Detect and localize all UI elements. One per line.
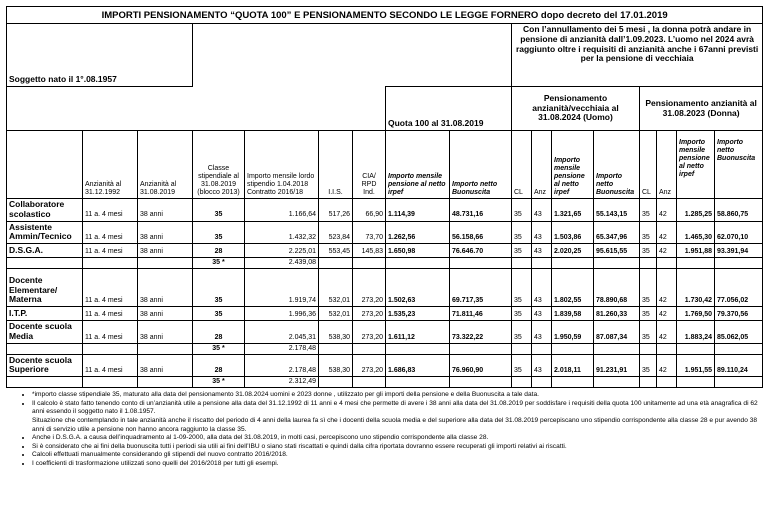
cell-cl_d: 35 [640,199,657,222]
cell-iis: 517,26 [319,199,353,222]
cell-pens_u: 1.950,59 [552,321,594,344]
quota100-header: Quota 100 al 31.08.2019 [386,87,512,131]
cell-cia: 273,20 [353,307,386,321]
cell-anz1992: 11 a. 4 mesi [83,221,138,244]
cell-anz1992: 11 a. 4 mesi [83,199,138,222]
cell-buon_u: 65.347,96 [594,221,640,244]
cell-cl: 35 [512,269,532,307]
cell-pens: 1.262,56 [386,221,450,244]
cell-buon: 69.717,35 [450,269,512,307]
col-classe: Classe stipendiale al 31.08.2019 (blocco 2013) [193,131,245,199]
cell-anz1992: 11 a. 4 mesi [83,321,138,344]
cell-cia: 145,83 [353,244,386,258]
cell-anz_d: 42 [657,354,677,377]
cell-anz_d: 42 [657,307,677,321]
row-label: Assistente Ammin/Tecnico [7,221,83,244]
cell-anz_d: 42 [657,269,677,307]
notes [6,391,762,468]
cell-anz_d: 42 [657,221,677,244]
table-row [7,307,763,321]
cell-anz: 43 [532,244,552,258]
row-label: Collaboratore scolastico [7,199,83,222]
note-6: • I coefficienti di trasformazione utilizzati sono quelli del 2016/2018 per tutti gli esempi. [32,460,762,469]
cell-iis: 532,01 [319,269,353,307]
cell-pens_d: 1.465,30 [677,221,715,244]
cell-cia: 273,20 [353,321,386,344]
cell-buon_u: 55.143,15 [594,199,640,222]
cell-classe-extra: 35 * [193,258,245,269]
cell-cl_d: 35 [640,221,657,244]
cell-lordo: 1.166,64 [245,199,319,222]
cell-buon_d: 79.370,56 [715,307,763,321]
pension-table [6,6,763,388]
cell-buon: 76.960,90 [450,354,512,377]
note-2: • Il calcolo è stato fatto tenendo conto di un’anzianità utile a pensione alla data del 31.12.1992 di 11 anni e 4 mesi che permette di avere i 38 anni alla data del 31.08.2019 per soddisfare i requisiti della quota 100 unitamente ad una età anagrafica di 62 anni essendo il soggetto nato il 1.08.1957. Situazione che contemplando in tale anzianità anche il riscatto del periodo di 4 anni della laurea fa sì che i docenti della scuola media e del superiore alla data del 31.08.2019 percepiscano uno stipendio corrispondente alla classe 28 e pur avendo 38 anni di servizio utile a pensione non hanno ancora raggiunto la classe 35. [32,400,762,434]
cell-cl: 35 [512,354,532,377]
cell-pens_d: 1.951,88 [677,244,715,258]
uomo-header: Pensionamento anzianità/vecchiaia al 31.08.2024 (Uomo) [512,87,640,131]
table-row [7,321,763,344]
cell-pens: 1.611,12 [386,321,450,344]
cell-anz: 43 [532,199,552,222]
cell-iis: 523,84 [319,221,353,244]
cell-cl_d: 35 [640,354,657,377]
cell-lordo: 2.225,01 [245,244,319,258]
row-label: Docente Elementare/ Materna [7,269,83,307]
row-label: D.S.G.A. [7,244,83,258]
subject-label: Soggetto nato il 1°.08.1957 [7,24,193,87]
cell-buon_u: 95.615,55 [594,244,640,258]
cell-classe: 35 [193,307,245,321]
col-buon-netto: Importo netto Buonuscita [450,131,512,199]
cell-pens_u: 1.802,55 [552,269,594,307]
col-cia: CIA/ RPD Ind. [353,131,386,199]
cell-anz: 43 [532,321,552,344]
table-row [7,199,763,222]
cell-lordo-extra: 2.178,48 [245,343,319,354]
cell-buon_d: 58.860,75 [715,199,763,222]
cell-cl: 35 [512,221,532,244]
col-iis: I.I.S. [319,131,353,199]
cell-iis: 538,30 [319,321,353,344]
cell-classe: 35 [193,269,245,307]
cell-classe: 35 [193,221,245,244]
donna-header: Pensionamento anzianità al 31.08.2023 (Donna) [640,87,763,131]
table-row [7,258,763,269]
note-3: • Anche i D.S.G.A. a causa dell’inquadramento al 1-09-2000, alla data del 31.08.2019, in molti casi, percepiscono uno stipendio corrispondente alla classe 28. [32,434,762,443]
cell-lordo-extra: 2.439,08 [245,258,319,269]
cell-cl: 35 [512,199,532,222]
cell-cia: 273,20 [353,354,386,377]
cell-pens_u: 2.020,25 [552,244,594,258]
cell-pens: 1.650,98 [386,244,450,258]
row-label: Docente scuola Superiore [7,354,83,377]
cell-classe: 28 [193,321,245,344]
table-row [7,269,763,307]
cell-pens_d: 1.769,50 [677,307,715,321]
col-buon-netto-donna: Importo netto Buonuscita [715,131,763,199]
cell-classe-extra: 35 * [193,343,245,354]
col-pens-netto: Importo mensile pensione al netto irpef [386,131,450,199]
cell-cia: 73,70 [353,221,386,244]
cell-pens_u: 2.018,11 [552,354,594,377]
cell-anz1992: 11 a. 4 mesi [83,244,138,258]
cell-lordo: 2.178,48 [245,354,319,377]
cell-buon_d: 77.056,02 [715,269,763,307]
cell-lordo: 1.432,32 [245,221,319,244]
cell-buon_u: 78.890,68 [594,269,640,307]
cell-lordo: 2.045,31 [245,321,319,344]
cell-iis: 538,30 [319,354,353,377]
cell-anz1992: 11 a. 4 mesi [83,307,138,321]
col-cl: CL [512,131,532,199]
cell-anz2019: 38 anni [138,269,193,307]
note-4: • Si è considerato che ai fini della buonuscita tutti i periodi sia utili ai fini dell’IBU o siano stati riscattati e quindi dalla cifra riportata dovranno essere recuperati gli importi relativi ai riscatti. [32,443,762,452]
cell-pens_u: 1.321,65 [552,199,594,222]
cell-buon_d: 62.070,10 [715,221,763,244]
cell-anz2019: 38 anni [138,244,193,258]
col-anz1992: Anzianità al 31.12.1992 [83,131,138,199]
table-row [7,354,763,377]
cell-pens: 1.686,83 [386,354,450,377]
note-right: Con l’annullamento dei 5 mesi , la donna potrà andare in pensione di anzianità dall’1.09.2023. L’uomo nel 2024 avrà raggiunto oltre i requisiti di anzianità anche i 67anni previsti per la pensione di vecchiaia [512,24,763,87]
col-pens-netto-donna: Importo mensile pensione al netto irpef [677,131,715,199]
col-anz-donna: Anz [657,131,677,199]
cell-buon_d: 93.391,94 [715,244,763,258]
cell-pens_d: 1.951,55 [677,354,715,377]
cell-buon_u: 87.087,34 [594,321,640,344]
cell-cl_d: 35 [640,269,657,307]
cell-iis: 553,45 [319,244,353,258]
cell-buon_d: 85.062,05 [715,321,763,344]
cell-lordo: 1.996,36 [245,307,319,321]
cell-classe: 28 [193,244,245,258]
cell-anz: 43 [532,269,552,307]
col-anz2019: Anzianità al 31.08.2019 [138,131,193,199]
col-lordo: Importo mensile lordo stipendio 1.04.2018 Contratto 2016/18 [245,131,319,199]
cell-buon: 56.158,66 [450,221,512,244]
cell-anz_d: 42 [657,199,677,222]
cell-buon: 73.322,22 [450,321,512,344]
cell-anz: 43 [532,307,552,321]
cell-anz2019: 38 anni [138,321,193,344]
note-1: • *importo classe stipendiale 35, maturato alla data del pensionamento 31.08.2024 uomini e 2023 donne , utilizzato per gli importi della pensione e della Buonuscita a tale data. [32,391,762,400]
col-pens-netto-uomo: Importo mensile pensione al netto irpef [552,131,594,199]
cell-pens_d: 1.883,24 [677,321,715,344]
row-label: Docente scuola Media [7,321,83,344]
cell-anz2019: 38 anni [138,221,193,244]
note-5: • Calcoli effettuati manualmente considerando gli stipendi del nuovo contratto 2016/2018. [32,451,762,460]
cell-anz2019: 38 anni [138,199,193,222]
cell-anz: 43 [532,221,552,244]
table-title: IMPORTI PENSIONAMENTO “QUOTA 100” E PENSIONAMENTO SECONDO LE LEGGE FORNERO dopo decreto del 17.01.2019 [7,7,763,24]
cell-pens_u: 1.503,86 [552,221,594,244]
cell-pens_d: 1.285,25 [677,199,715,222]
cell-lordo: 1.919,74 [245,269,319,307]
cell-anz2019: 38 anni [138,307,193,321]
cell-buon: 48.731,16 [450,199,512,222]
cell-anz_d: 42 [657,321,677,344]
cell-cl: 35 [512,321,532,344]
cell-buon: 71.811,46 [450,307,512,321]
table-row [7,244,763,258]
cell-lordo-extra: 2.312,49 [245,377,319,388]
table-row [7,377,763,388]
cell-cl_d: 35 [640,321,657,344]
cell-anz_d: 42 [657,244,677,258]
cell-cia: 66,90 [353,199,386,222]
row-label: I.T.P. [7,307,83,321]
table-row [7,343,763,354]
cell-cl: 35 [512,244,532,258]
cell-pens_d: 1.730,42 [677,269,715,307]
col-cl-donna: CL [640,131,657,199]
cell-buon: 76.646.70 [450,244,512,258]
cell-pens: 1.535,23 [386,307,450,321]
cell-cia: 273,20 [353,269,386,307]
cell-anz2019: 38 anni [138,354,193,377]
cell-classe-extra: 35 * [193,377,245,388]
cell-cl_d: 35 [640,244,657,258]
cell-buon_u: 91.231,91 [594,354,640,377]
col-anz: Anz [532,131,552,199]
cell-classe: 28 [193,354,245,377]
cell-anz: 43 [532,354,552,377]
cell-pens_u: 1.839,58 [552,307,594,321]
cell-anz1992: 11 a. 4 mesi [83,269,138,307]
cell-anz1992: 11 a. 4 mesi [83,354,138,377]
col-buon-netto-uomo: Importo netto Buonuscita [594,131,640,199]
document-page [6,6,762,468]
cell-classe: 35 [193,199,245,222]
cell-pens: 1.114,39 [386,199,450,222]
cell-cl: 35 [512,307,532,321]
cell-iis: 532,01 [319,307,353,321]
cell-buon_u: 81.260,33 [594,307,640,321]
cell-cl_d: 35 [640,307,657,321]
cell-pens: 1.502,63 [386,269,450,307]
cell-buon_d: 89.110,24 [715,354,763,377]
table-row [7,221,763,244]
